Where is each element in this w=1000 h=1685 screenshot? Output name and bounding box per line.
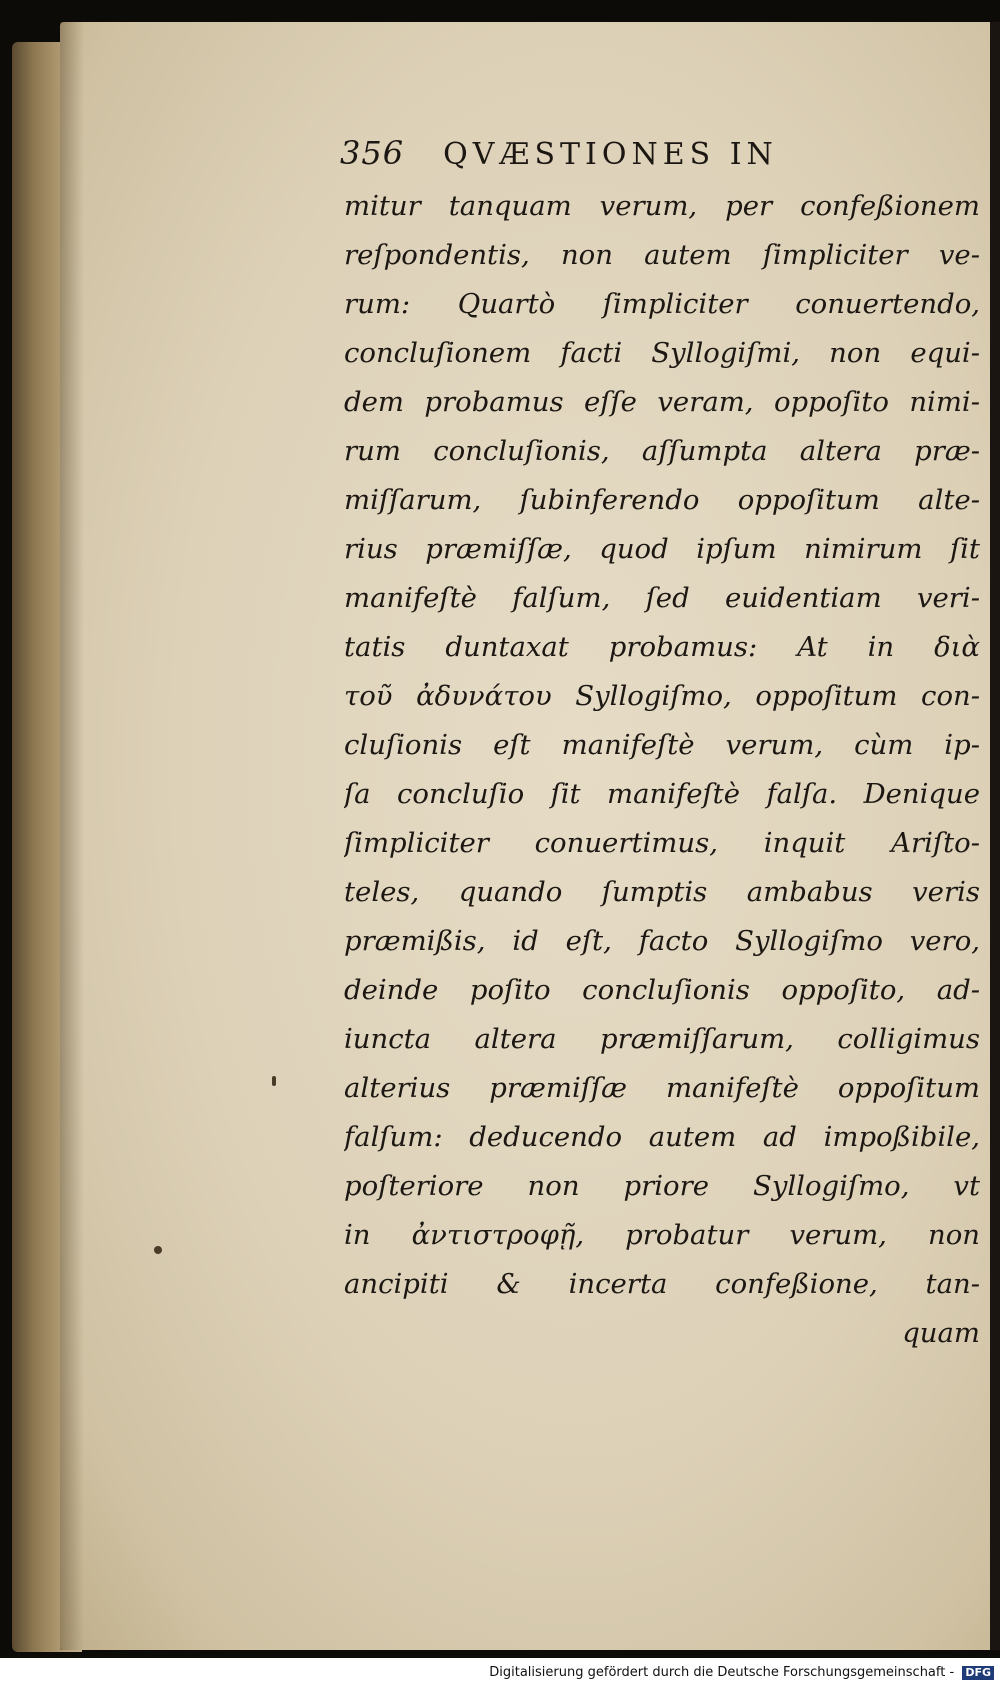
text-line: miſſarum, ſubinferendo oppoſitum alte-: [344, 484, 980, 516]
catchword: quam: [902, 1317, 980, 1349]
page-header: [340, 134, 900, 184]
text-line: τοῦ ἀδυνάτου Syllogiſmo, oppoſitum con-: [344, 680, 980, 712]
ink-mark: [272, 1076, 276, 1086]
text-line: ſa concluſio ſit manifeſtè falſa. Denique: [344, 778, 980, 810]
text-line: rius præmiſſæ, quod ipſum nimirum ſit: [344, 533, 980, 565]
dfg-logo: DFG: [962, 1666, 994, 1680]
text-line: manifeſtè falſum, ſed euidentiam veri-: [344, 582, 980, 614]
text-line: ſimpliciter conuertimus, inquit Ariſto-: [344, 827, 980, 859]
footer-credit: [0, 1660, 994, 1685]
text-line: deinde poſito concluſionis oppoſito, ad-: [344, 974, 980, 1006]
text-line: rum concluſionis, aſſumpta altera præ-: [344, 435, 980, 467]
scan-right-edge: [990, 22, 1000, 1650]
text-line: falſum: deducendo autem ad impoßibile,: [344, 1121, 980, 1153]
text-line: dem probamus eſſe veram, oppoſito nimi-: [344, 386, 980, 418]
ink-spot: [154, 1246, 162, 1254]
text-line: teles, quando ſumptis ambabus veris: [344, 876, 980, 908]
page-gutter-shadow: [60, 22, 84, 1650]
text-line: in ἀντιστροφῇ, probatur verum, non: [344, 1219, 980, 1251]
running-title: QVÆSTIONES IN: [443, 137, 778, 172]
text-line: tatis duntaxat probamus: At in διὰ: [344, 631, 980, 663]
text-line: rum: Quartò ſimpliciter conuertendo,: [344, 288, 980, 320]
text-line: iuncta altera præmiſſarum, colligimus: [344, 1023, 980, 1055]
text-line: præmißis, id eſt, facto Syllogiſmo vero,: [344, 925, 980, 957]
text-line: ancipiti & incerta confeßione, tan-: [344, 1268, 980, 1300]
text-line: reſpondentis, non autem ſimpliciter ve-: [344, 239, 980, 271]
body-text: [344, 182, 980, 1358]
page-number: 356: [340, 134, 405, 172]
text-line: mitur tanquam verum, per confeßionem: [344, 190, 980, 222]
footer-credit-text: Digitalisierung gefördert durch die Deutsche Forschungsgemeinschaft -: [489, 1665, 955, 1680]
text-line: poſteriore non priore Syllogiſmo, vt: [344, 1170, 980, 1202]
text-line: alterius præmiſſæ manifeſtè oppoſitum: [344, 1072, 980, 1104]
text-line: concluſionem facti Syllogiſmi, non equi-: [344, 337, 980, 369]
text-line: cluſionis eſt manifeſtè verum, cùm ip-: [344, 729, 980, 761]
